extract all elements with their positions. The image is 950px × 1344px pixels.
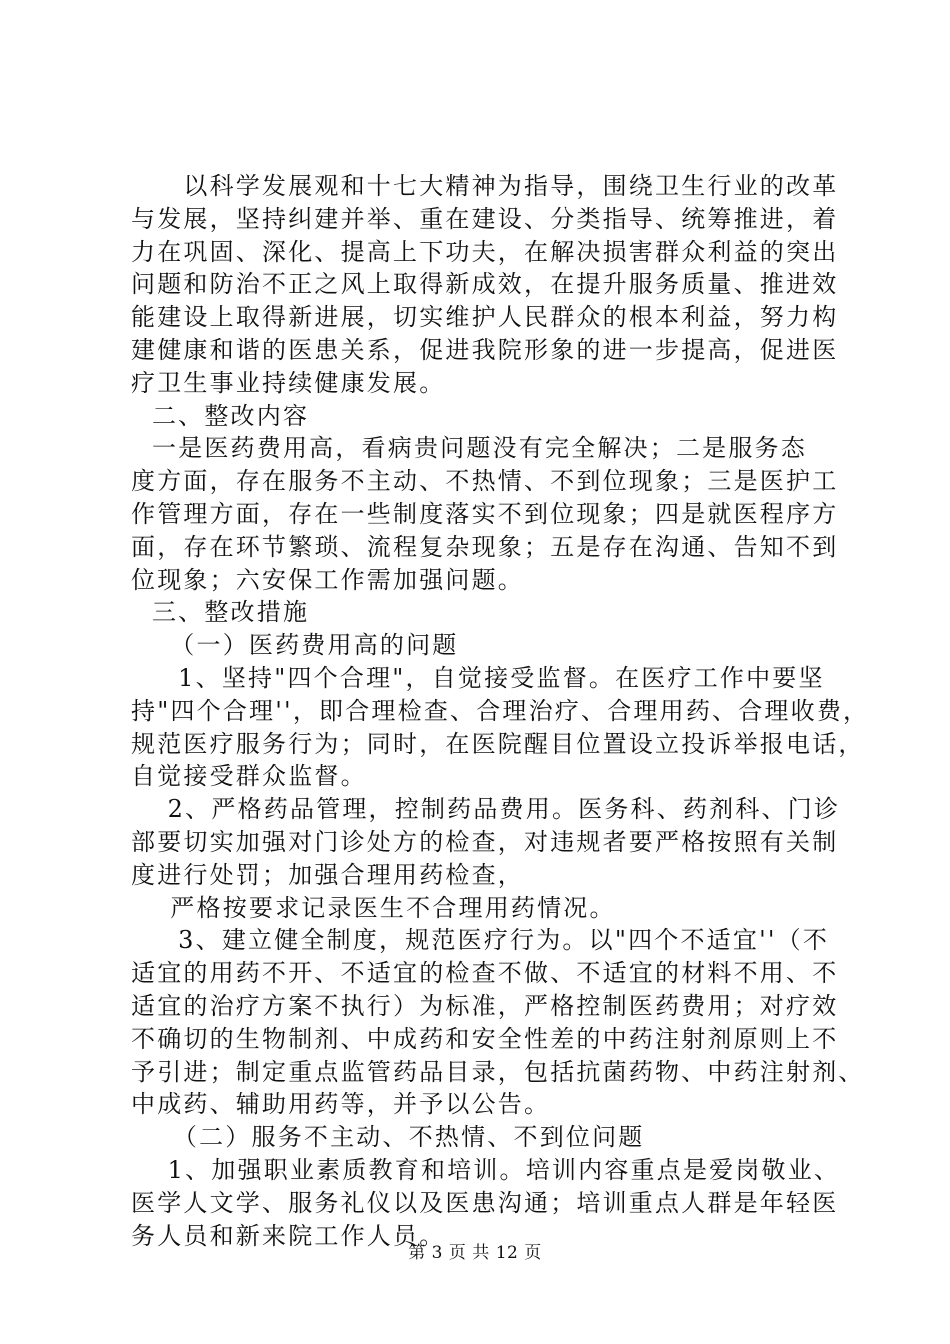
text-line: 医学人文学、服务礼仪以及医患沟通；培训重点人群是年轻医 (131, 1188, 839, 1217)
text-line: 问题和防治不正之风上取得新成效，在提升服务质量、推进效 (131, 270, 839, 299)
text-line: 与发展，坚持纠建并举、重在建设、分类指导、统筹推进，着 (131, 204, 839, 233)
text-line: 严格按要求记录医生不合理用药情况。 (170, 893, 616, 922)
text-line: 疗卫生事业持续健康发展。 (131, 368, 446, 397)
text-line: 二、整改内容 (151, 401, 310, 430)
text-line: 持"四个合理''，即合理检查、合理治疗、合理用药、合理收费， (131, 696, 870, 725)
page-footer: 第 3 页 共 12 页 (408, 1243, 542, 1263)
text-line: 不确切的生物制剂、中成药和安全性差的中药注射剂原则上不 (131, 1024, 839, 1053)
text-line: 三、整改措施 (151, 598, 310, 627)
text-line: 面，存在环节繁琐、流程复杂现象；五是存在沟通、告知不到 (131, 532, 839, 561)
text-line: 以科学发展观和十七大精神为指导，围绕卫生行业的改革 (183, 172, 839, 200)
text-line: 3、建立健全制度，规范医疗行为。以"四个不适宜''（不 (178, 926, 830, 955)
text-line: 适宜的用药不开、不适宜的检查不做、不适宜的材料不用、不 (131, 959, 839, 988)
text-line: 适宜的治疗方案不执行）为标准，严格控制医药费用；对疗效 (131, 991, 839, 1020)
text-line: 度进行处罚；加强合理用药检查， (131, 860, 524, 889)
text-line: 位现象；六安保工作需加强问题。 (131, 565, 524, 594)
text-line: 一是医药费用高，看病贵问题没有完全解决；二是服务态 (151, 434, 807, 463)
text-line: 能建设上取得新进展，切实维护人民群众的根本利益，努力构 (131, 303, 839, 332)
text-line: 2、严格药品管理，控制药品费用。医务科、药剂科、门诊 (167, 795, 841, 824)
text-line: 予引进；制定重点监管药品目录，包括抗菌药物、中药注射剂、 (131, 1057, 865, 1086)
text-line: （一）医药费用高的问题 (170, 631, 459, 660)
text-line: 中成药、辅助用药等，并予以公告。 (131, 1090, 551, 1119)
document-body (131, 170, 870, 1252)
text-line: 规范医疗服务行为；同时，在医院醒目位置设立投诉举报电话， (131, 729, 865, 758)
text-line: 度方面，存在服务不主动、不热情、不到位现象；三是医护工 (131, 467, 839, 496)
text-line: 1、坚持"四个合理"，自觉接受监督。在医疗工作中要坚 (178, 663, 825, 692)
text-line: 1、加强职业素质教育和培训。培训内容重点是爱岗敬业、 (167, 1155, 841, 1184)
text-line: 部要切实加强对门诊处方的检查，对违规者要严格按照有关制 (131, 827, 839, 856)
text-line: 作管理方面，存在一些制度落实不到位现象；四是就医程序方 (131, 499, 839, 528)
text-line: 务人员和新来院工作人员。 (131, 1221, 446, 1250)
text-line: 自觉接受群众监督。 (131, 762, 367, 791)
text-line: 力在巩固、深化、提高上下功夫，在解决损害群众利益的突出 (131, 237, 839, 266)
text-line: （二）服务不主动、不热情、不到位问题 (172, 1123, 645, 1152)
text-line: 建健康和谐的医患关系，促进我院形象的进一步提高，促进医 (131, 335, 839, 364)
